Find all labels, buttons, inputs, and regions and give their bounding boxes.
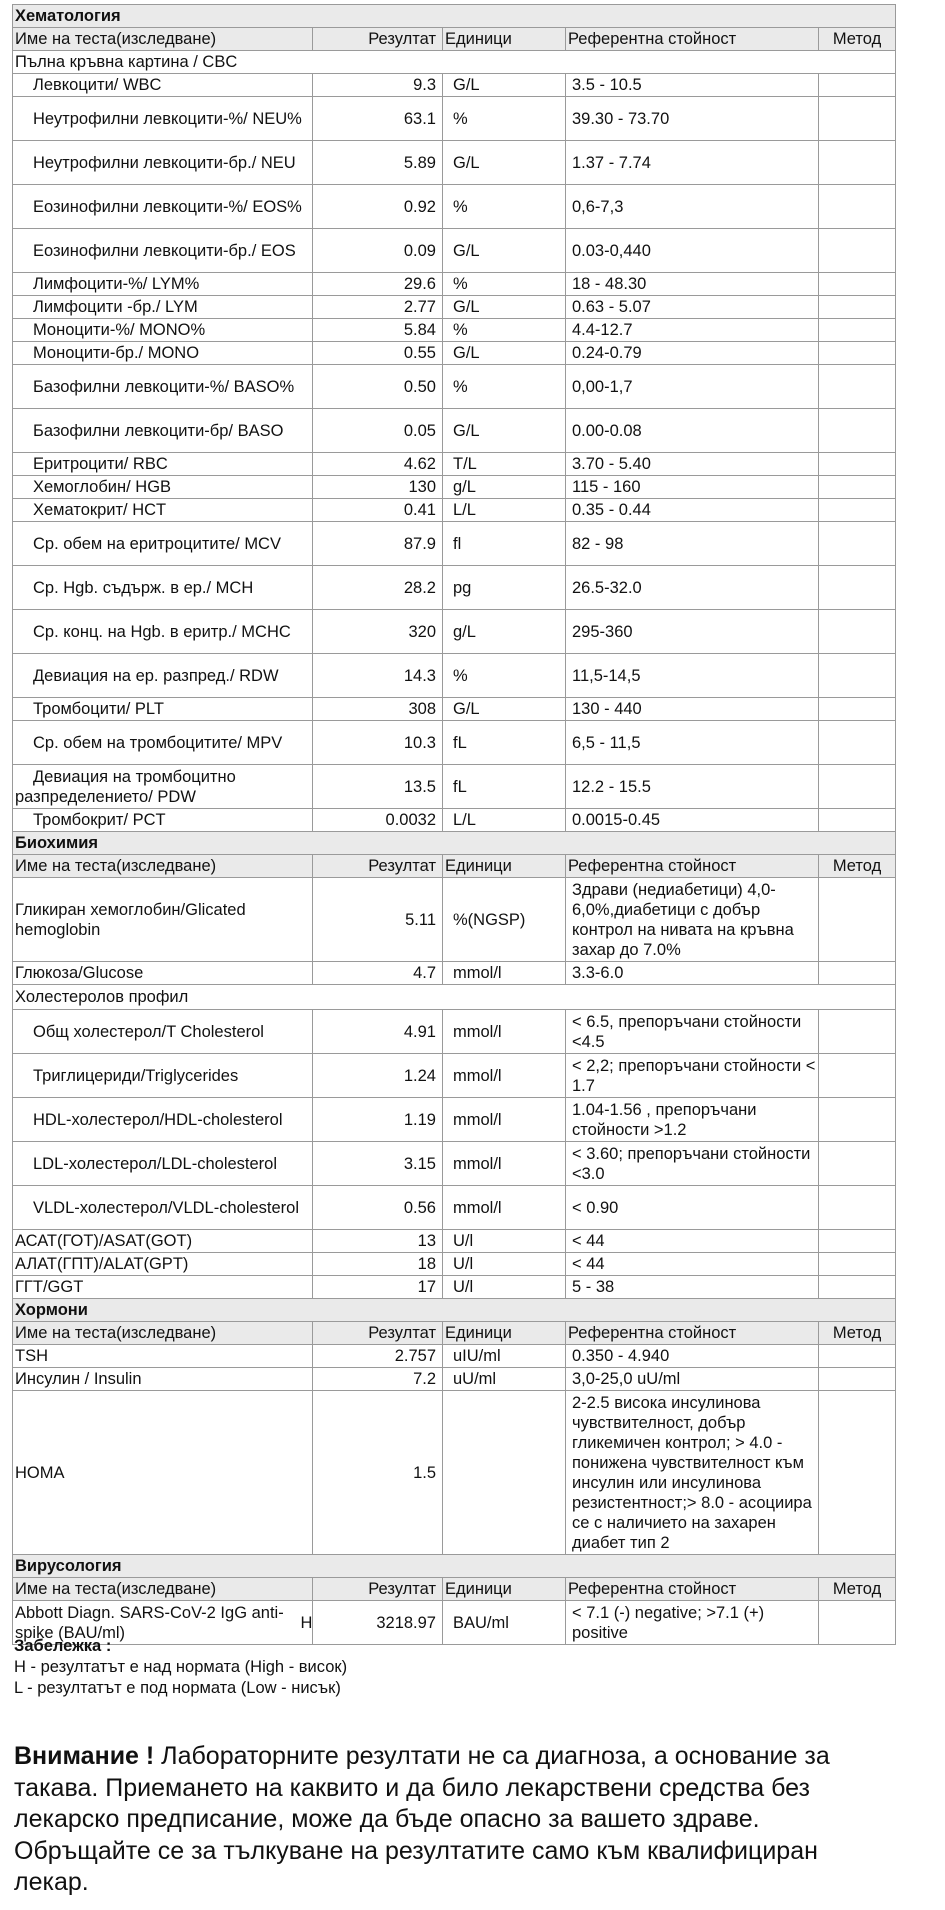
cell-ref: 11,5-14,5 <box>566 654 819 698</box>
cell-value: 0.56 <box>313 1186 443 1230</box>
cell-unit: % <box>443 319 566 342</box>
cell-unit: G/L <box>443 409 566 453</box>
table-header: Име на теста(изследване) Резултат Единици Референтна стойност Метод <box>13 855 896 878</box>
section-virology: Вирусология <box>13 1555 896 1578</box>
cell-ref: 3.5 - 10.5 <box>566 74 819 97</box>
cell-name: Триглицериди/Triglycerides <box>13 1054 313 1098</box>
table-row <box>13 654 896 698</box>
cell-unit: U/l <box>443 1253 566 1276</box>
cell-value: 18 <box>313 1253 443 1276</box>
cell-value: 29.6 <box>313 273 443 296</box>
table-header: Име на теста(изследване) Резултат Единици Референтна стойност Метод <box>13 1578 896 1601</box>
cell-method <box>819 319 896 342</box>
table-row <box>13 74 896 97</box>
cell-name: Тромбокрит/ PCT <box>13 809 313 832</box>
cell-ref: 6,5 - 11,5 <box>566 721 819 765</box>
cell-unit: % <box>443 273 566 296</box>
cell-method <box>819 566 896 610</box>
cell-method <box>819 1142 896 1186</box>
cell-method <box>819 765 896 809</box>
cell-name: Неутрофилни левкоцити-%/ NEU% <box>13 97 313 141</box>
cell-method <box>819 476 896 499</box>
table-row <box>13 273 896 296</box>
table-row <box>13 1276 896 1299</box>
cell-method <box>819 1276 896 1299</box>
cell-method <box>819 141 896 185</box>
table-row <box>13 566 896 610</box>
cell-ref: 26.5-32.0 <box>566 566 819 610</box>
table-row: Abbott Diagn. SARS-CoV-2 IgG anti-spike (BAU/ml) H 3218.97 BAU/ml < 7.1 (-) negative; >7.1 (+) positive <box>13 1601 896 1645</box>
cell-unit: L/L <box>443 809 566 832</box>
cell-name: Общ холестерол/T Cholesterol <box>13 1010 313 1054</box>
group-row: Холестеролов профил <box>13 985 896 1010</box>
cell-value: 0.55 <box>313 342 443 365</box>
cell-ref: 130 - 440 <box>566 698 819 721</box>
table-row <box>13 499 896 522</box>
cell-unit: fL <box>443 721 566 765</box>
cell-ref: < 44 <box>566 1253 819 1276</box>
cell-method <box>819 1230 896 1253</box>
cell-ref: 4.4-12.7 <box>566 319 819 342</box>
cell-value: 13 <box>313 1230 443 1253</box>
table-row <box>13 1142 896 1186</box>
cholesterol-rows <box>13 1010 896 1230</box>
cell-method <box>819 453 896 476</box>
cell-value: 308 <box>313 698 443 721</box>
cell-ref: 0.63 - 5.07 <box>566 296 819 319</box>
cell-ref: < 44 <box>566 1230 819 1253</box>
cell-unit: % <box>443 654 566 698</box>
cell-method <box>819 721 896 765</box>
cell-ref: 0.00-0.08 <box>566 409 819 453</box>
cell-ref: 0.35 - 0.44 <box>566 499 819 522</box>
warning-text <box>14 1741 894 1899</box>
cell-unit: fL <box>443 765 566 809</box>
cell-name: Моноцити-бр./ MONO <box>13 342 313 365</box>
table-header: Име на теста(изследване) Резултат Единици Референтна стойност Метод <box>13 1322 896 1345</box>
cell-method <box>819 185 896 229</box>
table-row <box>13 809 896 832</box>
cell-ref: 5 - 38 <box>566 1276 819 1299</box>
cell-name: Девиация на ер. разпред./ RDW <box>13 654 313 698</box>
cell-ref: < 0.90 <box>566 1186 819 1230</box>
cell-ref: 82 - 98 <box>566 522 819 566</box>
cell-ref: 3.70 - 5.40 <box>566 453 819 476</box>
cell-ref: 0.0015-0.45 <box>566 809 819 832</box>
cell-ref: 295-360 <box>566 610 819 654</box>
cell-method <box>819 654 896 698</box>
cell-unit: mmol/l <box>443 1142 566 1186</box>
cell-method <box>819 273 896 296</box>
cell-method <box>819 97 896 141</box>
cell-value: 320 <box>313 610 443 654</box>
cell-value: 4.91 <box>313 1010 443 1054</box>
legend-note <box>14 1636 347 1699</box>
cell-value: 0.50 <box>313 365 443 409</box>
cell-method <box>819 296 896 319</box>
cell-name: Ср. обем на еритроцитите/ MCV <box>13 522 313 566</box>
hematology-rows <box>13 74 896 832</box>
table-row <box>13 342 896 365</box>
cell-name: VLDL-холестерол/VLDL-cholesterol <box>13 1186 313 1230</box>
cell-name: LDL-холестерол/LDL-cholesterol <box>13 1142 313 1186</box>
table-row <box>13 1098 896 1142</box>
table-row <box>13 721 896 765</box>
cell-ref: 0,6-7,3 <box>566 185 819 229</box>
cell-unit: mmol/l <box>443 1186 566 1230</box>
cell-unit: G/L <box>443 74 566 97</box>
table-row <box>13 1253 896 1276</box>
cell-value: 0.41 <box>313 499 443 522</box>
cell-name: Тромбоцити/ PLT <box>13 698 313 721</box>
table-row <box>13 1010 896 1054</box>
cell-value: 63.1 <box>313 97 443 141</box>
cell-ref: 12.2 - 15.5 <box>566 765 819 809</box>
table-row: HOMA 1.5 2-2.5 висока инсулинова чувствителност, добър гликемичен контрол; > 4.0 - понижена чувствителност към инсулин или инсулинова резистентност;> 8.0 - асоциира се с наличието на захарен диабет тип 2 <box>13 1391 896 1555</box>
warning-body: Лабораторните резултати не са диагноза, а основание за такава. Приемането на каквито и да било лекарствени средства без лекарско предписание, може да бъде опасно за вашето здраве. Обръщайте се за тълкуване на резултатите само към квалифициран лекар. <box>14 1742 830 1896</box>
table-row <box>13 1230 896 1253</box>
cell-method <box>819 698 896 721</box>
cell-name: АЛАТ(ГПТ)/ALAT(GPT) <box>13 1253 313 1276</box>
cell-ref: 1.04-1.56 , препоръчани стойности >1.2 <box>566 1098 819 1142</box>
results-table <box>12 4 896 1645</box>
cell-value: 5.84 <box>313 319 443 342</box>
cell-method <box>819 409 896 453</box>
cell-value: 2.77 <box>313 296 443 319</box>
cell-ref: < 2,2; препоръчани стойности < 1.7 <box>566 1054 819 1098</box>
cell-value: 1.19 <box>313 1098 443 1142</box>
cell-name: Лимфоцити -бр./ LYM <box>13 296 313 319</box>
table-row <box>13 610 896 654</box>
section-biochemistry: Биохимия <box>13 832 896 855</box>
table-row <box>13 765 896 809</box>
cell-method <box>819 499 896 522</box>
enzyme-rows <box>13 1230 896 1299</box>
cell-method <box>819 74 896 97</box>
table-row: Гликиран хемоглобин/Glicated hemoglobin 5.11 %(NGSP) Здрави (недиабетици) 4,0-6,0%,диабетици с добър контрол на нивата на кръвна захар до 7.0% <box>13 878 896 962</box>
table-row <box>13 97 896 141</box>
table-row <box>13 409 896 453</box>
cell-unit: G/L <box>443 296 566 319</box>
cell-name: Ср. конц. на Hgb. в еритр./ MCHC <box>13 610 313 654</box>
cell-name: Левкоцити/ WBC <box>13 74 313 97</box>
cell-name: ГГТ/GGT <box>13 1276 313 1299</box>
cell-name: Ср. Hgb. съдърж. в ер./ MCH <box>13 566 313 610</box>
cell-unit: U/l <box>443 1230 566 1253</box>
cell-method <box>819 1054 896 1098</box>
cell-ref: 0,00-1,7 <box>566 365 819 409</box>
flag-high: H <box>299 1601 313 1645</box>
table-row <box>13 1186 896 1230</box>
note-high: H - резултатът е над нормата (High - висок) <box>14 1658 348 1676</box>
cell-unit: pg <box>443 566 566 610</box>
group-row: Пълна кръвна картина / CBC <box>13 51 896 74</box>
cell-name: Еозинофилни левкоцити-%/ EOS% <box>13 185 313 229</box>
cell-method <box>819 229 896 273</box>
cell-method <box>819 1186 896 1230</box>
cell-ref: 18 - 48.30 <box>566 273 819 296</box>
cell-ref: 0.24-0.79 <box>566 342 819 365</box>
note-low: L - резултатът е под нормата (Low - нисък) <box>14 1679 341 1697</box>
cell-method <box>819 1253 896 1276</box>
cell-unit: G/L <box>443 698 566 721</box>
table-row <box>13 698 896 721</box>
cell-value: 4.62 <box>313 453 443 476</box>
table-row <box>13 296 896 319</box>
cell-name: Неутрофилни левкоцити-бр./ NEU <box>13 141 313 185</box>
cell-value: 0.92 <box>313 185 443 229</box>
cell-value: 0.0032 <box>313 809 443 832</box>
cell-name: Еозинофилни левкоцити-бр./ EOS <box>13 229 313 273</box>
table-row <box>13 476 896 499</box>
cell-unit: % <box>443 365 566 409</box>
cell-unit: G/L <box>443 342 566 365</box>
cell-name: Моноцити-%/ MONO% <box>13 319 313 342</box>
cell-unit: mmol/l <box>443 1054 566 1098</box>
cell-value: 3.15 <box>313 1142 443 1186</box>
cell-ref: 0.03-0,440 <box>566 229 819 273</box>
cell-unit: L/L <box>443 499 566 522</box>
cell-unit: g/L <box>443 476 566 499</box>
cell-value: 17 <box>313 1276 443 1299</box>
cell-method <box>819 342 896 365</box>
table-row <box>13 522 896 566</box>
cell-value: 9.3 <box>313 74 443 97</box>
cell-value: 5.89 <box>313 141 443 185</box>
cell-value: 130 <box>313 476 443 499</box>
cell-name: Еритроцити/ RBC <box>13 453 313 476</box>
table-row: Глюкоза/Glucose 4.7 mmol/l 3.3-6.0 <box>13 962 896 985</box>
cell-name: АСАТ(ГОТ)/ASAT(GOT) <box>13 1230 313 1253</box>
section-hematology: Хематология <box>13 5 896 28</box>
cell-name: Базофилни левкоцити-%/ BASO% <box>13 365 313 409</box>
cell-name: Хемоглобин/ HGB <box>13 476 313 499</box>
cell-unit: U/l <box>443 1276 566 1299</box>
cell-name: Девиация на тромбоцитно разпределението/ PDW <box>13 765 313 809</box>
cell-unit: % <box>443 97 566 141</box>
note-title: Забележка : <box>14 1637 112 1655</box>
cell-value: 13.5 <box>313 765 443 809</box>
cell-name: Ср. обем на тромбоцитите/ MPV <box>13 721 313 765</box>
cell-ref: < 6.5, препоръчани стойности <4.5 <box>566 1010 819 1054</box>
cell-ref: < 3.60; препоръчани стойности <3.0 <box>566 1142 819 1186</box>
cell-method <box>819 809 896 832</box>
table-row: Инсулин / Insulin 7.2 uU/ml 3,0-25,0 uU/ml <box>13 1368 896 1391</box>
cell-value: 1.24 <box>313 1054 443 1098</box>
table-row <box>13 185 896 229</box>
table-row <box>13 453 896 476</box>
cell-method <box>819 610 896 654</box>
cell-unit: mmol/l <box>443 1010 566 1054</box>
cell-name: Хематокрит/ HCT <box>13 499 313 522</box>
cell-value: 0.09 <box>313 229 443 273</box>
cell-unit: mmol/l <box>443 1098 566 1142</box>
warning-title: Внимание ! <box>14 1742 155 1770</box>
cell-method <box>819 1098 896 1142</box>
cell-unit: % <box>443 185 566 229</box>
cell-method <box>819 1010 896 1054</box>
cell-ref: 39.30 - 73.70 <box>566 97 819 141</box>
table-row <box>13 365 896 409</box>
table-row <box>13 319 896 342</box>
table-row <box>13 1054 896 1098</box>
cell-ref: 115 - 160 <box>566 476 819 499</box>
cell-name: Лимфоцити-%/ LYM% <box>13 273 313 296</box>
section-hormones: Хормони <box>13 1299 896 1322</box>
table-header: Име на теста(изследване) Резултат Единици Референтна стойност Метод <box>13 28 896 51</box>
cell-unit: T/L <box>443 453 566 476</box>
cell-value: 10.3 <box>313 721 443 765</box>
cell-unit: G/L <box>443 229 566 273</box>
cell-value: 0.05 <box>313 409 443 453</box>
table-row <box>13 141 896 185</box>
cell-ref: 1.37 - 7.74 <box>566 141 819 185</box>
cell-unit: g/L <box>443 610 566 654</box>
lab-results <box>12 4 895 1645</box>
cell-unit: G/L <box>443 141 566 185</box>
cell-value: 14.3 <box>313 654 443 698</box>
cell-name: HDL-холестерол/HDL-cholesterol <box>13 1098 313 1142</box>
cell-method <box>819 522 896 566</box>
cell-value: 28.2 <box>313 566 443 610</box>
table-row <box>13 229 896 273</box>
cell-name: Базофилни левкоцити-бр/ BASO <box>13 409 313 453</box>
cell-value: 87.9 <box>313 522 443 566</box>
cell-method <box>819 365 896 409</box>
table-row: TSH 2.757 uIU/ml 0.350 - 4.940 <box>13 1345 896 1368</box>
cell-unit: fl <box>443 522 566 566</box>
